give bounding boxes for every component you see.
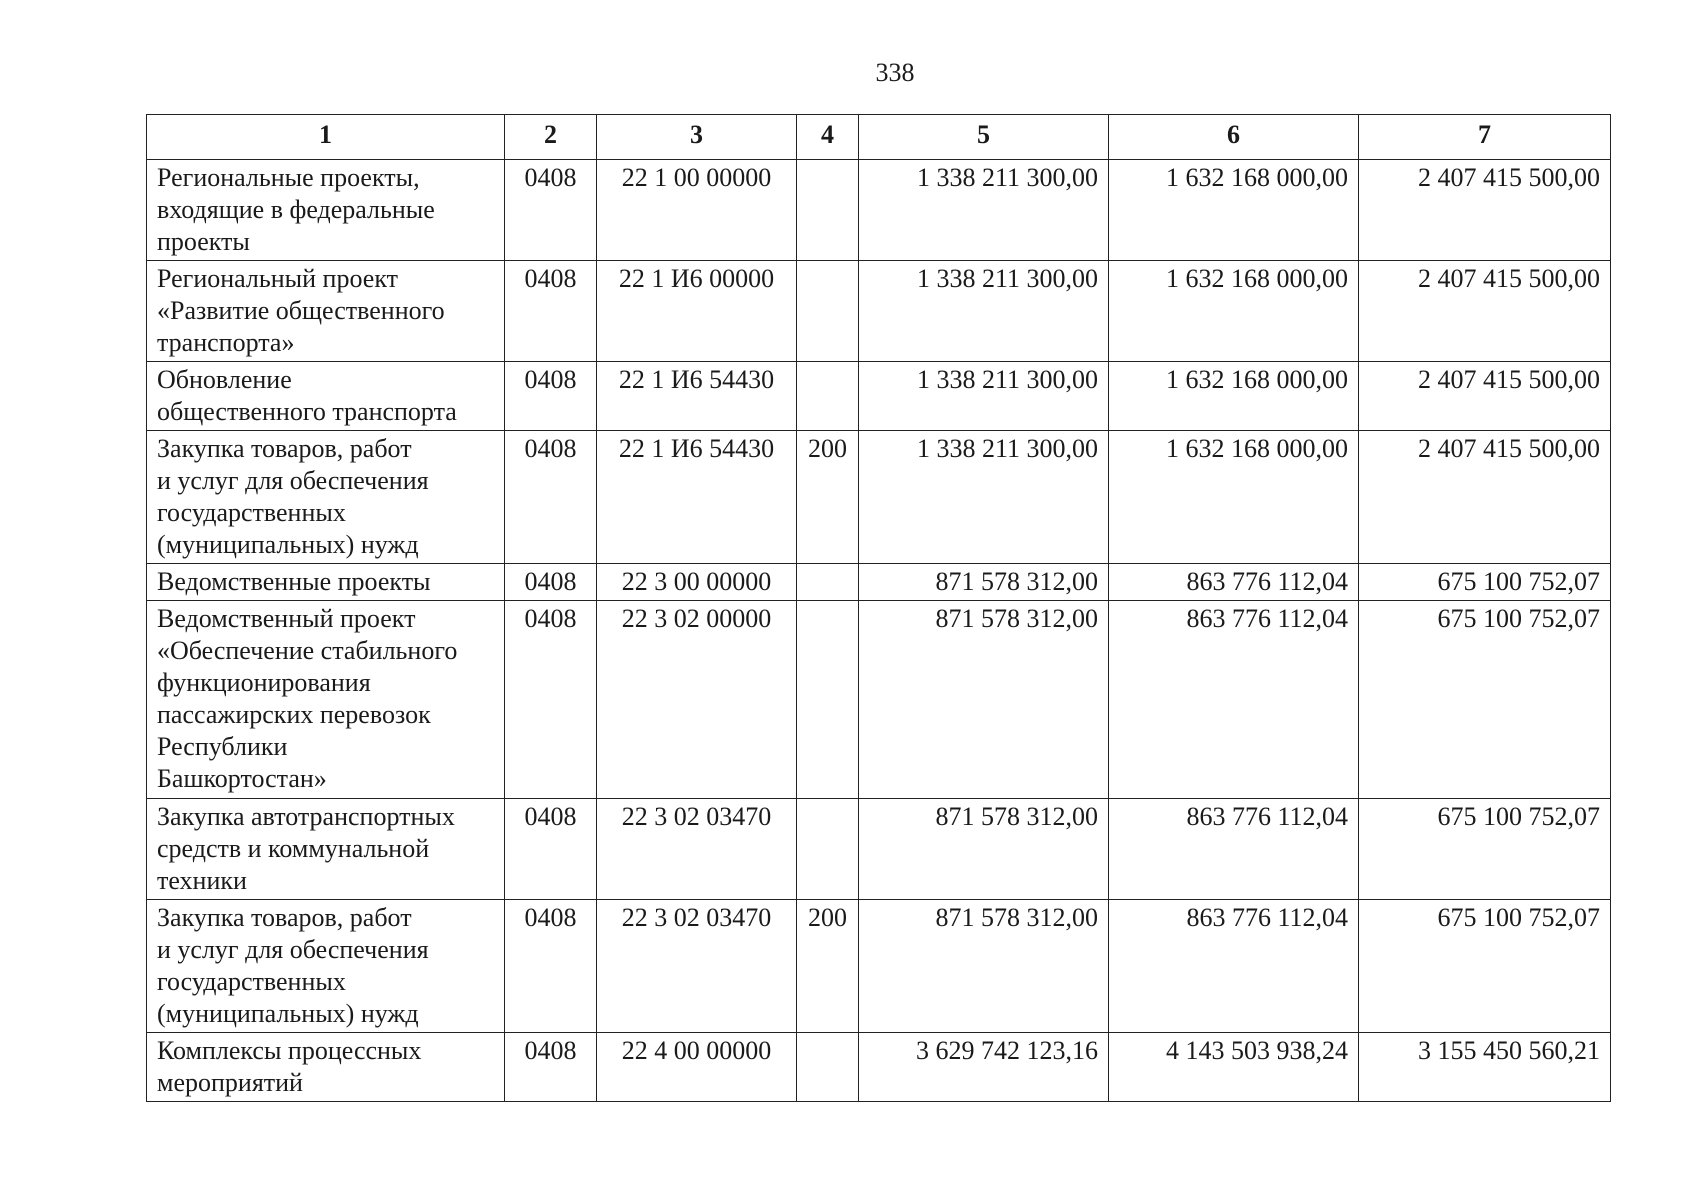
row-value-6: 1 632 168 000,00	[1109, 160, 1359, 261]
row-value-7: 675 100 752,07	[1359, 900, 1611, 1033]
row-value-5: 871 578 312,00	[859, 799, 1109, 900]
row-type: 200	[797, 900, 859, 1033]
row-value-5: 1 338 211 300,00	[859, 362, 1109, 431]
row-value-5: 871 578 312,00	[859, 564, 1109, 601]
row-value-5: 1 338 211 300,00	[859, 431, 1109, 564]
row-section: 0408	[505, 900, 597, 1033]
header-col-6: 6	[1109, 115, 1359, 160]
row-type	[797, 564, 859, 601]
row-section: 0408	[505, 799, 597, 900]
row-name: Закупка товаров, работ и услуг для обеспечения государственных (муниципальных) нужд	[147, 431, 505, 564]
row-name: Ведомственные проекты	[147, 564, 505, 601]
header-col-3: 3	[597, 115, 797, 160]
row-value-7: 2 407 415 500,00	[1359, 431, 1611, 564]
row-name: Ведомственный проект «Обеспечение стабильного функционирования пассажирских перевозок Республики Башкортостан»	[147, 601, 505, 799]
row-section: 0408	[505, 1033, 597, 1102]
row-value-7: 2 407 415 500,00	[1359, 160, 1611, 261]
table-header	[147, 115, 1611, 160]
row-code: 22 3 02 03470	[597, 900, 797, 1033]
row-code: 22 1 И6 00000	[597, 261, 797, 362]
row-name: Закупка товаров, работ и услуг для обеспечения государственных (муниципальных) нужд	[147, 900, 505, 1033]
row-name: Региональные проекты, входящие в федеральные проекты	[147, 160, 505, 261]
table-row	[147, 160, 1611, 261]
table-row	[147, 900, 1611, 1033]
row-value-5: 871 578 312,00	[859, 601, 1109, 799]
row-value-5: 1 338 211 300,00	[859, 160, 1109, 261]
header-col-1: 1	[147, 115, 505, 160]
row-code: 22 1 И6 54430	[597, 362, 797, 431]
row-value-6: 1 632 168 000,00	[1109, 362, 1359, 431]
row-value-5: 871 578 312,00	[859, 900, 1109, 1033]
row-section: 0408	[505, 564, 597, 601]
row-value-5: 1 338 211 300,00	[859, 261, 1109, 362]
row-section: 0408	[505, 431, 597, 564]
row-value-7: 675 100 752,07	[1359, 564, 1611, 601]
table-row	[147, 261, 1611, 362]
table-row	[147, 799, 1611, 900]
table-row	[147, 1033, 1611, 1102]
row-type	[797, 160, 859, 261]
row-value-6: 863 776 112,04	[1109, 564, 1359, 601]
row-value-7: 675 100 752,07	[1359, 601, 1611, 799]
row-type	[797, 362, 859, 431]
table-row	[147, 564, 1611, 601]
row-code: 22 3 02 03470	[597, 799, 797, 900]
row-value-5: 3 629 742 123,16	[859, 1033, 1109, 1102]
row-code: 22 3 00 00000	[597, 564, 797, 601]
row-name: Закупка автотранспортных средств и коммунальной техники	[147, 799, 505, 900]
row-code: 22 4 00 00000	[597, 1033, 797, 1102]
row-value-7: 675 100 752,07	[1359, 799, 1611, 900]
row-value-7: 2 407 415 500,00	[1359, 362, 1611, 431]
header-row	[147, 115, 1611, 160]
row-value-6: 863 776 112,04	[1109, 900, 1359, 1033]
row-name: Комплексы процессных мероприятий	[147, 1033, 505, 1102]
row-section: 0408	[505, 601, 597, 799]
row-type	[797, 1033, 859, 1102]
row-section: 0408	[505, 261, 597, 362]
table-row	[147, 431, 1611, 564]
row-value-6: 4 143 503 938,24	[1109, 1033, 1359, 1102]
row-section: 0408	[505, 160, 597, 261]
row-value-6: 1 632 168 000,00	[1109, 261, 1359, 362]
row-section: 0408	[505, 362, 597, 431]
table-row	[147, 362, 1611, 431]
row-type	[797, 799, 859, 900]
row-name: Региональный проект «Развитие общественного транспорта»	[147, 261, 505, 362]
page-number: 338	[875, 58, 915, 87]
row-value-7: 3 155 450 560,21	[1359, 1033, 1611, 1102]
row-value-7: 2 407 415 500,00	[1359, 261, 1611, 362]
table-row	[147, 601, 1611, 799]
row-value-6: 1 632 168 000,00	[1109, 431, 1359, 564]
table-body	[147, 160, 1611, 1102]
header-col-2: 2	[505, 115, 597, 160]
row-value-6: 863 776 112,04	[1109, 799, 1359, 900]
row-code: 22 1 00 00000	[597, 160, 797, 261]
row-type: 200	[797, 431, 859, 564]
row-code: 22 3 02 00000	[597, 601, 797, 799]
header-col-7: 7	[1359, 115, 1611, 160]
row-type	[797, 261, 859, 362]
row-type	[797, 601, 859, 799]
row-code: 22 1 И6 54430	[597, 431, 797, 564]
row-name: Обновление общественного транспорта	[147, 362, 505, 431]
header-col-5: 5	[859, 115, 1109, 160]
row-value-6: 863 776 112,04	[1109, 601, 1359, 799]
budget-table	[146, 114, 1611, 1102]
header-col-4: 4	[797, 115, 859, 160]
